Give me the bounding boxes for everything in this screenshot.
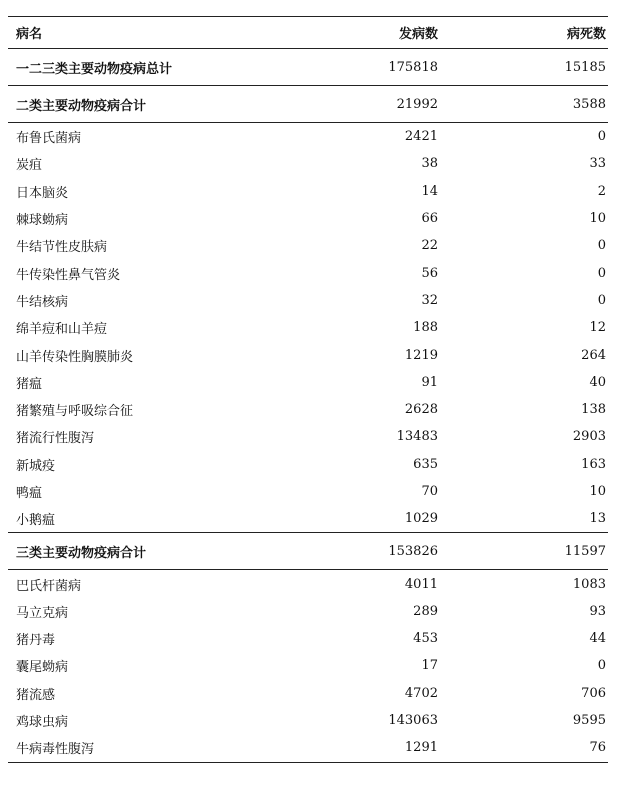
table-row — [8, 259, 608, 286]
row-cases: 1291 — [368, 734, 440, 762]
row-name: 布鲁氏菌病 — [16, 131, 82, 147]
row-cases: 66 — [421, 211, 438, 227]
row-deaths: 0 — [597, 292, 606, 308]
row-name: 囊尾蚴病 — [16, 660, 69, 676]
row-cases: 143063 — [388, 713, 438, 729]
table-row — [8, 123, 608, 151]
row-name: 一二三类主要动物疫病总计 — [8, 49, 368, 86]
row-cases: 4702 — [404, 685, 438, 701]
row-cases: 2628 — [404, 402, 438, 418]
row-deaths: 93 — [589, 603, 606, 619]
row-name: 猪丹毒 — [16, 633, 56, 649]
row-deaths: 2903 — [572, 429, 606, 445]
class2-items — [8, 123, 608, 533]
row-name: 鸭瘟 — [16, 486, 43, 501]
row-cases: 17 — [421, 658, 438, 674]
row-deaths: 2 — [597, 183, 606, 199]
row-name: 小鹅瘟 — [8, 505, 368, 533]
row-cases: 289 — [413, 603, 438, 619]
row-deaths: 0 — [597, 658, 606, 674]
row-cases: 70 — [421, 484, 438, 499]
row-cases: 14 — [421, 183, 438, 199]
row-cases: 635 — [413, 456, 438, 472]
row-deaths: 10 — [589, 484, 606, 499]
class2-subtotal-row — [8, 86, 608, 123]
row-cases: 153826 — [368, 533, 440, 570]
row-name: 猪流行性腹泻 — [16, 431, 95, 447]
class3-subtotal-row — [8, 533, 608, 570]
column-header-name: 病名 — [8, 17, 368, 49]
row-deaths: 15185 — [440, 49, 608, 86]
table-row — [8, 341, 608, 368]
row-deaths: 0 — [597, 129, 606, 145]
table-row — [8, 707, 608, 734]
row-cases: 13483 — [396, 429, 438, 445]
row-deaths: 10 — [589, 211, 606, 227]
table-row — [8, 478, 608, 505]
row-name: 猪繁殖与呼吸综合征 — [16, 404, 134, 420]
row-cases: 2421 — [404, 129, 438, 145]
row-cases: 175818 — [368, 49, 440, 86]
row-name: 巴氏杆菌病 — [16, 578, 82, 594]
row-deaths: 9595 — [572, 713, 606, 729]
row-deaths: 3588 — [440, 86, 608, 123]
row-cases: 56 — [421, 265, 438, 281]
row-deaths: 0 — [597, 238, 606, 254]
table-row — [8, 178, 608, 205]
table-row — [8, 570, 608, 598]
row-name: 二类主要动物疫病合计 — [8, 86, 368, 123]
table-row — [8, 150, 608, 177]
row-name: 牛病毒性腹泻 — [8, 734, 368, 762]
table-row — [8, 680, 608, 707]
table-row — [8, 314, 608, 341]
disease-statistics-table — [8, 16, 608, 763]
row-name: 猪瘟 — [16, 376, 43, 392]
table-row — [8, 232, 608, 259]
table-row — [8, 423, 608, 450]
table-row — [8, 369, 608, 396]
row-deaths: 1083 — [572, 576, 606, 592]
table-row — [8, 451, 608, 478]
row-name: 猪流感 — [16, 687, 56, 703]
row-name: 炭疽 — [16, 158, 43, 174]
row-cases: 91 — [421, 374, 438, 390]
row-cases: 1219 — [404, 347, 438, 363]
row-name: 棘球蚴病 — [16, 213, 69, 229]
row-deaths: 0 — [597, 265, 606, 281]
row-cases: 21992 — [368, 86, 440, 123]
row-name: 新城疫 — [16, 458, 56, 474]
row-cases: 4011 — [404, 576, 438, 592]
column-header-cases: 发病数 — [368, 17, 440, 49]
row-deaths: 76 — [440, 734, 608, 762]
table-row — [8, 287, 608, 314]
table-row — [8, 734, 608, 762]
row-name: 马立克病 — [16, 605, 69, 621]
row-deaths: 706 — [581, 685, 606, 701]
row-cases: 453 — [413, 631, 438, 647]
row-deaths: 12 — [589, 320, 606, 336]
row-cases: 188 — [413, 320, 438, 336]
row-name: 鸡球虫病 — [16, 715, 69, 731]
table-row — [8, 625, 608, 652]
row-cases: 1029 — [368, 505, 440, 533]
row-deaths: 138 — [581, 402, 606, 418]
row-name: 三类主要动物疫病合计 — [8, 533, 368, 570]
row-cases: 22 — [421, 238, 438, 254]
column-header-deaths: 病死数 — [440, 17, 608, 49]
row-name: 牛结节性皮肤病 — [16, 240, 108, 256]
table-row — [8, 396, 608, 423]
row-name: 绵羊痘和山羊痘 — [16, 322, 108, 338]
row-name: 山羊传染性胸膜肺炎 — [16, 349, 134, 365]
table-row — [8, 598, 608, 625]
row-deaths: 163 — [581, 456, 606, 472]
grand-total-row — [8, 49, 608, 86]
row-name: 牛结核病 — [16, 294, 69, 310]
row-deaths: 44 — [589, 631, 606, 647]
table-row — [8, 505, 608, 533]
row-deaths: 33 — [589, 156, 606, 172]
table-header-row — [8, 17, 608, 49]
row-name: 日本脑炎 — [16, 185, 69, 201]
row-name: 牛传染性鼻气管炎 — [16, 267, 121, 283]
row-deaths: 13 — [440, 505, 608, 533]
class3-items — [8, 570, 608, 762]
row-cases: 32 — [421, 292, 438, 308]
row-cases: 38 — [421, 156, 438, 172]
row-deaths: 264 — [581, 347, 606, 363]
row-deaths: 40 — [589, 374, 606, 390]
table-row — [8, 652, 608, 679]
table-row — [8, 205, 608, 232]
row-deaths: 11597 — [440, 533, 608, 570]
